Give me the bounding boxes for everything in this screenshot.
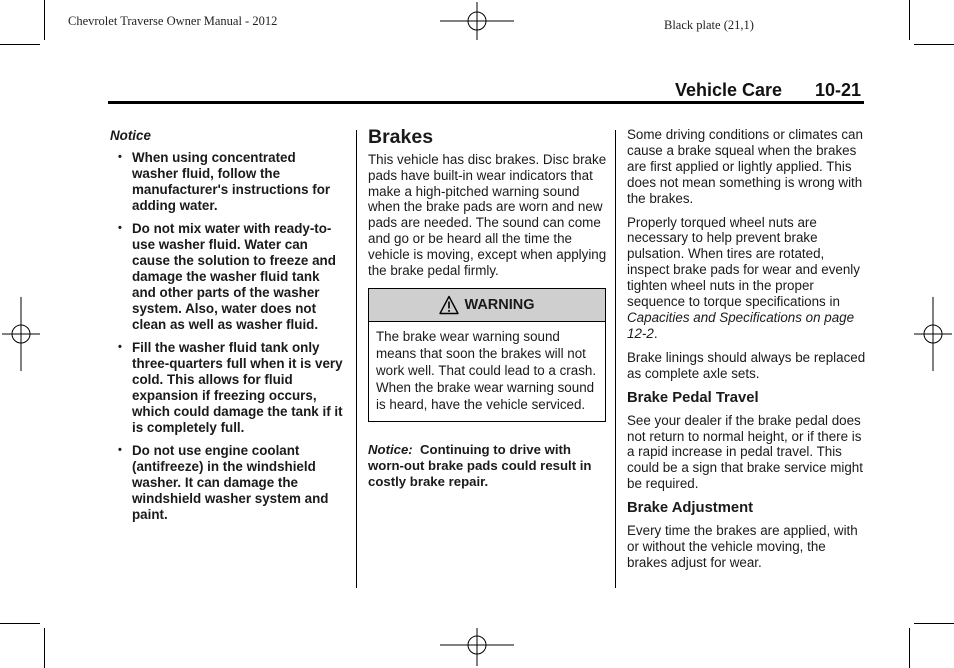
registration-mark-top (440, 2, 514, 40)
header-rule (108, 101, 864, 104)
notice-label: Notice (110, 128, 151, 143)
crop-mark-bottom-left-h (0, 623, 40, 624)
section-title: Vehicle Care (675, 80, 783, 100)
crop-mark-bottom-right-v (909, 628, 910, 668)
column-divider-left (356, 130, 357, 588)
crop-mark-top-left-h (0, 44, 40, 45)
crop-mark-top-left-v (44, 0, 45, 40)
list-item (110, 150, 344, 214)
bullet-text: Do not use engine coolant (antifreeze) in the windshield washer. It can damage the windshield washer system and paint. (132, 443, 329, 522)
bullet-text: Fill the washer fluid tank only three-quarters full when it is very cold. This allows for fluid expansion if freezing occurs, which could damage the tank if it is completely full. (132, 340, 343, 435)
brake-adjustment-heading: Brake Adjustment (627, 500, 754, 517)
torque-text: Properly torqued wheel nuts are necessary to help prevent brake pulsation. When tires are rotated, inspect brake pads for wear and evenly tighten wheel nuts in the proper sequence to torque specifications in (627, 214, 860, 310)
list-item (110, 340, 344, 436)
brakes-intro: This vehicle has disc brakes. Disc brake pads have built-in wear indicators that make a high-pitched warning sound when the brake pads are worn and new pads are needed. The sound can come and go or be heard all the time the vehicle is moving, except when applying the brake pedal firmly. (368, 152, 607, 278)
squeal-paragraph: Some driving conditions or climates can cause a brake squeal when the brakes are first applied or lightly applied. This does not mean something is wrong with the brakes. (627, 127, 863, 206)
warning-header (369, 289, 605, 322)
crop-mark-top-right-v (909, 0, 910, 40)
column-1 (110, 128, 344, 530)
page-number: 10-21 (815, 80, 862, 100)
notice-label-inline: Notice: (368, 442, 413, 458)
brakes-heading: Brakes (368, 126, 434, 148)
warning-label: WARNING (464, 297, 535, 314)
column-divider-right (615, 130, 616, 588)
crop-mark-top-right-h (914, 44, 954, 45)
warning-box (368, 288, 606, 422)
bullet-icon: • (118, 341, 122, 353)
notice-text: Continuing to drive with worn-out brake pads could result in costly brake repair. (368, 442, 592, 489)
pedal-travel-heading: Brake Pedal Travel (627, 389, 759, 406)
registration-mark-right (914, 297, 952, 371)
bullet-text: Do not mix water with ready-to-use washer fluid. Water can cause the solution to freeze and damage the washer fluid tank and other parts of the washer system. Also, water does not clean as well as washer fluid. (132, 221, 336, 332)
torque-paragraph (627, 215, 867, 342)
brakes-notice (368, 442, 608, 489)
crop-mark-bottom-right-h (914, 623, 954, 624)
bullet-icon: • (118, 222, 122, 234)
linings-paragraph: Brake linings should always be replaced as complete axle sets. (627, 349, 866, 381)
bullet-text: When using concentrated washer fluid, follow the manufacturer's instructions for adding water. (132, 150, 331, 213)
running-header-title: Chevrolet Traverse Owner Manual - 2012 (68, 14, 278, 28)
column-2 (368, 126, 608, 490)
crop-mark-bottom-left-v (44, 628, 45, 668)
torque-end: . (653, 325, 658, 341)
brake-adjustment-text: Every time the brakes are applied, with or without the vehicle moving, the brakes adjust for wear. (627, 523, 858, 570)
running-header-plate: Black plate (21,1) (664, 18, 754, 32)
column-3 (627, 127, 867, 579)
list-item (110, 443, 344, 523)
bullet-icon: • (118, 151, 122, 163)
capacities-reference: Capacities and Specifications on page 12-2 (627, 309, 855, 341)
registration-mark-bottom (440, 628, 514, 666)
notice-bullet-list (110, 150, 344, 523)
registration-mark-left (2, 297, 40, 371)
list-item (110, 221, 344, 333)
warning-text: The brake wear warning sound means that soon the brakes will not work well. That could lead to a crash. When the brake wear warning sound is heard, have the vehicle serviced. (376, 329, 597, 412)
pedal-travel-text: See your dealer if the brake pedal does not return to normal height, or if there is a rapid increase in pedal travel. This could be a sign that brake service might be required. (627, 412, 863, 492)
bullet-icon: • (118, 444, 122, 456)
warning-icon (439, 295, 459, 315)
